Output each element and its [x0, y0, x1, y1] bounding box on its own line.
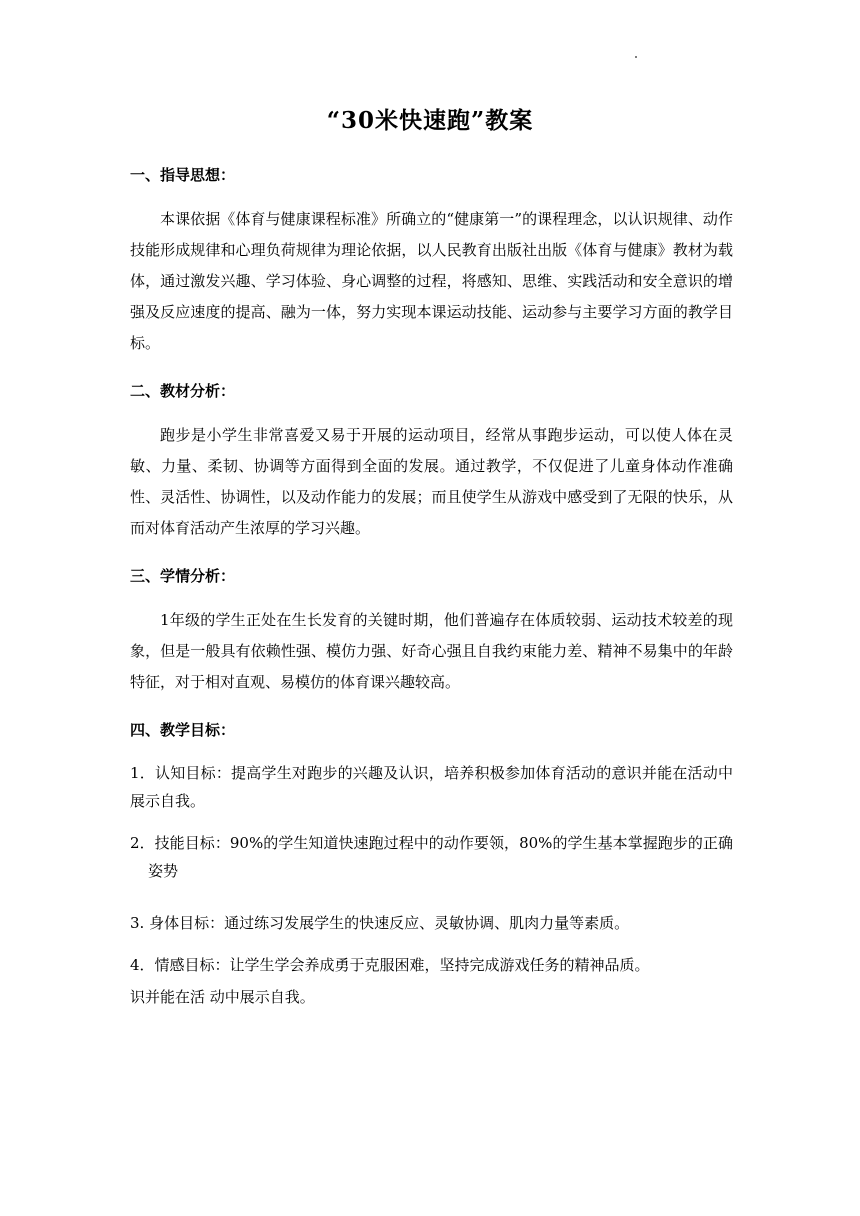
- section-heading-teaching-goals: 四、教学目标：: [130, 721, 236, 739]
- section-heading-guiding-thought: 一、指导思想：: [130, 166, 236, 184]
- section-paragraph-material-analysis: 跑步是小学生非常喜爱又易于开展的运动项目，经常从事跑步运动，可以使人体在灵敏、力量、柔韧、协调等方面得到全面的发展。通过教学，不仅促进了儿童身体动作准确性、灵活性、协调性，以及动作能力的发展；而且使学生从游戏中感受到了无限的快乐，从而对体育活动产生浓厚的学习兴趣。: [130, 426, 733, 537]
- document-title: “30米快速跑”教案: [326, 107, 534, 134]
- goal-item-cognitive: 1．认知目标：提高学生对跑步的兴趣及认识，培养积极参加体育活动的意识并能在活动中展示自我。: [130, 764, 733, 810]
- goal-item-emotional: 4．情感目标：让学生学会养成勇于克服困难，坚持完成游戏任务的精神品质。: [130, 956, 650, 974]
- corner-dot-mark: [635, 56, 637, 58]
- section-heading-student-analysis: 三、学情分析：: [130, 567, 236, 585]
- section-paragraph-guiding-thought: 本课依据《体育与健康课程标准》所确立的“健康第一”的课程理念，以认识规律、动作技能形成规律和心理负荷规律为理论依据，以人民教育出版社出版《体育与健康》教材为载体，通过激发兴趣、学习体验、身心调整的过程，将感知、思维、实践活动和安全意识的增强及反应速度的提高、融为一体，努力实现本课运动技能、运动参与主要学习方面的教学目标。: [130, 210, 733, 352]
- goal-item-fragment: 识并能在活 动中展示自我。: [130, 988, 315, 1006]
- document-body: [130, 161, 733, 1025]
- goal-item-physical: 3. 身体目标：通过练习发展学生的快速反应、灵敏协调、肌肉力量等素质。: [130, 914, 630, 932]
- goal-item-skill: 2．技能目标：90%的学生知道快速跑过程中的动作要领，80%的学生基本掌握跑步的正确姿势: [130, 834, 733, 880]
- section-heading-material-analysis: 二、教材分析：: [130, 382, 236, 400]
- section-paragraph-student-analysis: 1年级的学生正处在生长发育的关键时期，他们普遍存在体质较弱、运动技术较差的现象，但是一般具有依赖性强、模仿力强、好奇心强且自我约束能力差、精神不易集中的年龄特征，对于相对直观、易模仿的体育课兴趣较高。: [130, 611, 733, 691]
